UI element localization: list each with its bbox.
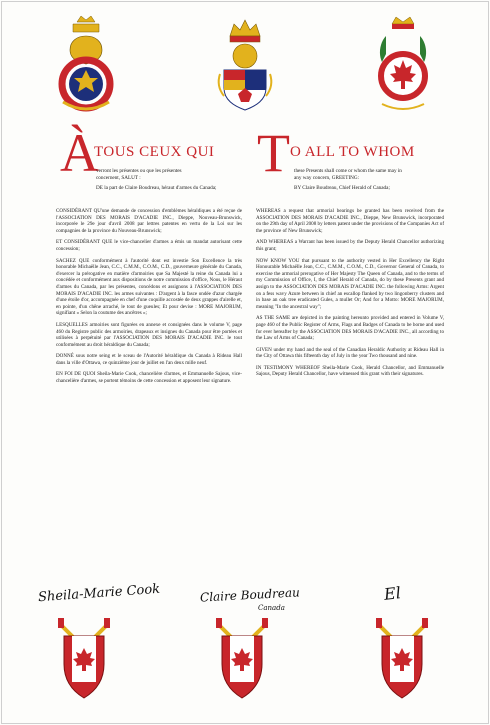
signature-chief-herald: Claire Boudreau <box>199 585 301 605</box>
french-intro-line: verront les présentes ou que les présentes <box>96 168 182 174</box>
english-paragraph: GIVEN under my hand and the seal of the Canadian Heraldic Authority at Rideau Hall in the City of Ottawa this fifteenth day of July in the year Two thousand and nine. <box>256 346 444 360</box>
herald-chancellor-badge <box>54 614 114 706</box>
signature-herald-chancellor: Sheila-Marie Cook <box>37 581 161 606</box>
french-paragraph: LESQUELLES armoiries sont figurées en annexe et consignées dans le volume V, page 460 du Registre public des armoiries, drapeaux et insignes du Canada pour être portées et utilisées à perpétuité par l'ASSOCIATION DES MORAIS D'ACADIE INC. le tout conformément au droit héraldique du Canada; <box>56 321 242 348</box>
english-paragraph: NOW KNOW YOU that pursuant to the authority vested in Her Excellency the Right Honourable Michaëlle Jean, C.C., C.M.M., C.O.M., C.D., Governor General of Canada, to exercise the armorial prerogative of Her Majesty The Queen of Canada, and to the terms of my Commission of Office, I, the Chief Herald of Canada, do by these Presents grant and assign to the ASSOCIATION DES MORAIS D'ACADIE INC. the following Arms: Argent on a fess wavy Azure between in chief an escallop flanked by two lingonberry clusters and in base an oak tree eradicated Gules, a mullet Or; And for a Motto: MORE MAJORUM, meaning "In the ancestral way"; <box>256 257 444 310</box>
french-initial-letter: À <box>60 123 99 183</box>
french-text-column <box>56 208 242 390</box>
french-intro-line: DE la part de Claire Boudreau, héraut d'armes du Canada; <box>96 185 217 192</box>
english-paragraph: WHEREAS a request that armorial bearings be granted has been received from the ASSOCIATION DES MORAIS D'ACADIE INC., Dieppe, New Brunswick, incorporated on the 29th day of April 2008 by letters patent under the provisions of the Companies Act of the province of New Brunswick; <box>256 208 445 234</box>
english-heading: O ALL TO WHOM <box>290 144 415 160</box>
heraldic-authority-badge-emblem <box>372 14 434 114</box>
heraldic-authority-icon <box>372 14 434 114</box>
english-intro-line: any way concern, GREETING: <box>294 174 360 181</box>
english-initial-letter: T <box>257 123 290 183</box>
english-text-column <box>256 208 444 383</box>
herald-badge-middle-icon <box>212 614 272 706</box>
french-paragraph: ET CONSIDÉRANT QUE le vice-chancelier d'armes a émis un mandat autorisant cette concession; <box>56 239 242 252</box>
chief-herald-badge <box>212 614 272 706</box>
herald-badge-right-icon <box>372 614 432 706</box>
french-intro <box>96 168 241 192</box>
royal-crown-shield-icon <box>214 14 276 114</box>
english-paragraph: AND WHEREAS a Warrant has been issued by the Deputy Herald Chancellor authorizing this grant; <box>256 239 444 252</box>
royal-arms-of-canada-emblem <box>214 14 276 114</box>
herald-badge-left-icon <box>54 614 114 706</box>
signature-chief-herald-subscript: Canada <box>258 604 285 612</box>
english-intro-line: BY Claire Boudreau, Chief Herald of Canada; <box>294 185 390 192</box>
gg-badge-icon <box>55 14 117 114</box>
signature-deputy-herald-chancellor: El <box>383 583 402 604</box>
french-intro-line: concernent, SALUT : <box>96 174 141 181</box>
french-paragraph: DONNÉ sous notre seing et le sceau de l'Autorité héraldique du Canada à Rideau Hall dans la ville d'Ottawa, ce quinzième jour de juillet en l'an deux mille neuf. <box>56 353 242 366</box>
governor-general-badge-emblem <box>55 14 117 114</box>
deputy-herald-chancellor-badge <box>372 614 432 706</box>
english-intro-line: these Presents shall come or whom the same may in <box>294 168 402 174</box>
english-intro <box>294 168 444 192</box>
english-paragraph: AS THE SAME are depicted in the painting hereunto provided and entered in Volume V, page 460 of the Public Register of Arms, Flags and Badges of Canada to be borne and used for ever hereafter by the ASSOCIATION DES MORAIS D'ACADIE INC., all according to the Law of Arms of Canada; <box>256 315 444 342</box>
french-paragraph: EN FOI DE QUOI Sheila-Marie Cook, chancelière d'armes, et Emmanuelle Sajous, vice-chancelière d'armes, se portent témoins de cette concession et apposent leur signature. <box>56 371 242 385</box>
french-paragraph: SACHEZ QUE conformément à l'autorité dont est investie Son Excellence la très honorable Michaëlle Jean, C.C., C.M.M., C.O.M., C.D., gouverneure générale du Canada, d'exercer la prérogative en matière d'armoiries que Sa Majesté la reine du Canada lui a concédée et conformément aux dispositions de notre commission d'office, Nous, le Héraut d'armes du Canada, par les présentes, concédons et assignons à l'ASSOCIATION DES MORAIS D'ACADIE INC. les armes suivantes : D'argent à la fasce ondée d'azur chargée d'une étoile d'or, accompagnée en chef d'une coquille accostée de deux grappes d'airelle et, en pointe, d'un chêne arraché, le tout de gueules; Et pour devise : MORE MAJORUM, signifiant « Selon la coutume des ancêtres »; <box>56 257 242 317</box>
english-paragraph: IN TESTIMONY WHEREOF Sheila-Marie Cook, Herald Chancellor, and Emmanuelle Sajous, Deputy Herald Chancellor, have witnessed this grant with their signatures. <box>256 364 444 378</box>
french-paragraph: CONSIDÉRANT QU'une demande de concession d'emblèmes héraldiques a été reçue de l'ASSOCIATION DES MORAIS D'ACADIE INC., Dieppe, Nouveau-Brunswick, incorporée le 29e jour d'avril 2008 par lettres patentes en vertu de la Loi sur les compagnies de la province du Nouveau-Brunswick; <box>56 208 242 234</box>
french-heading: TOUS CEUX QUI <box>94 144 215 160</box>
